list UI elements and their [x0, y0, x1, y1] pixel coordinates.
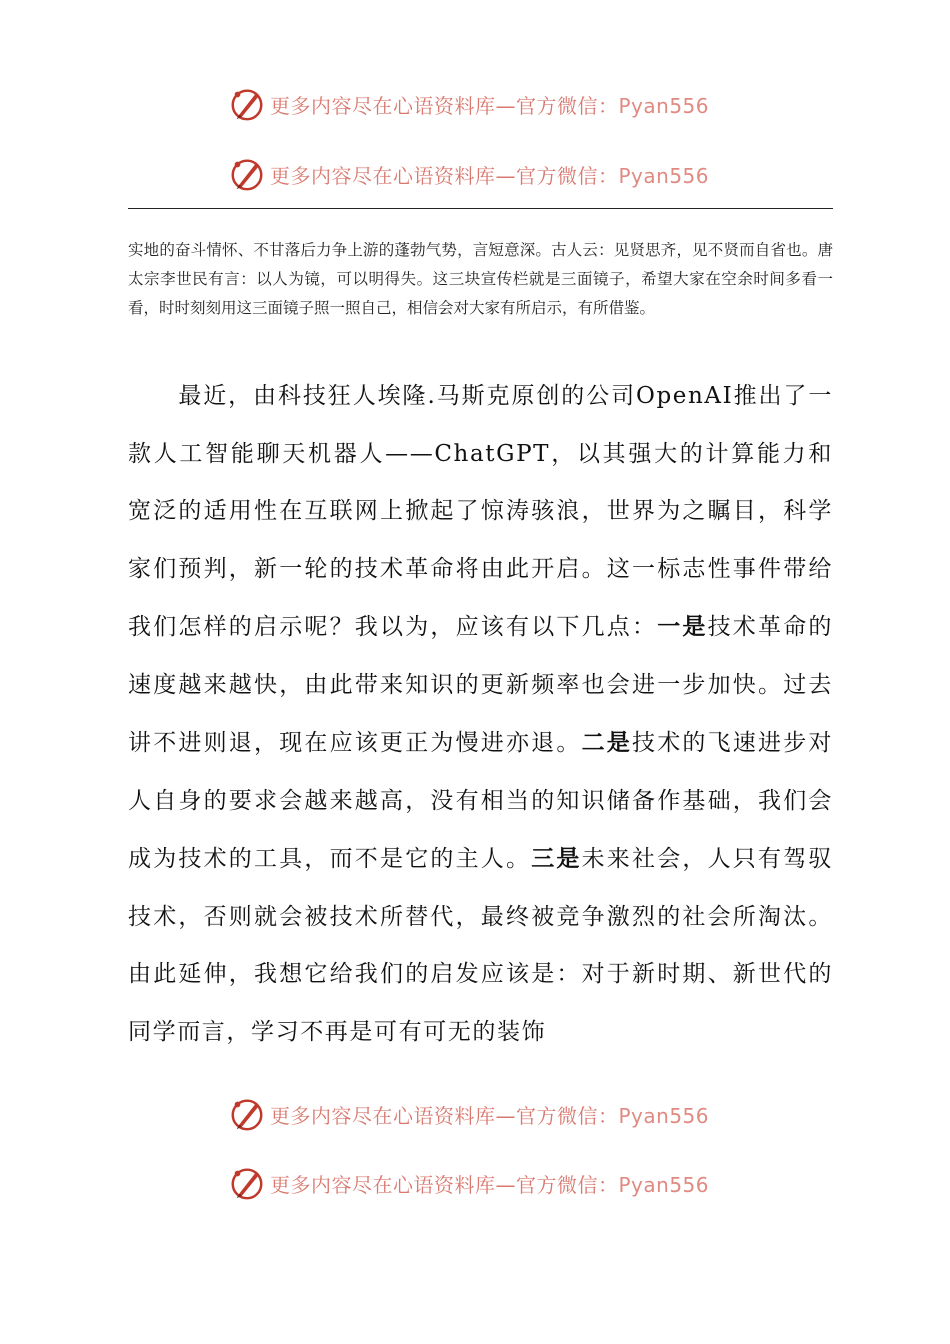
watermark-wechat-label: 官方微信： — [516, 93, 619, 118]
watermark-dash: — — [495, 163, 516, 188]
watermark-dash: — — [495, 1103, 516, 1128]
point3-label: 三是 — [531, 845, 582, 872]
header-divider — [128, 208, 833, 209]
watermark-wechat-label: 官方微信： — [516, 1172, 619, 1197]
watermark-text: 更多内容尽在心语资料库 — [270, 93, 496, 118]
pen-logo-icon — [228, 1095, 266, 1133]
watermark-banner — [228, 154, 709, 194]
watermark-wechat-id: Pyan556 — [618, 1172, 710, 1197]
pen-logo-icon — [228, 155, 266, 193]
watermark-wechat-label: 官方微信： — [516, 1103, 619, 1128]
watermark-dash: — — [495, 93, 516, 118]
watermark-banner — [228, 1094, 709, 1134]
point2-text: 技术的飞速进步对人自身的要求会越来越高，没有相当的知识储备作基础，我们会成为技术的工具，而不是它的主人。 — [128, 730, 833, 872]
watermark-text: 更多内容尽在心语资料库 — [270, 1103, 496, 1128]
main-intro: 最近，由科技狂人埃隆.马斯克原创的公司OpenAI推出了一款人工智能聊天机器人——ChatGPT，以其强大的计算能力和宽泛的适用性在互联网上掀起了惊涛骇浪，世界为之瞩目，科学家们预判，新一轮的技术革命将由此开启。这一标志性事件带给我们怎样的启示呢？我以为，应该有以下几点： — [128, 383, 833, 640]
paragraph-main — [128, 368, 833, 1061]
watermark-banner — [228, 1163, 709, 1203]
point3-text: 未来社会，人只有驾驭技术，否则就会被技术所替代，最终被竞争激烈的社会所淘汰。由此延伸，我想它给我们的启发应该是：对于新时期、新世代的同学而言，学习不再是可有可无的装饰 — [128, 846, 834, 1045]
watermark-dash: — — [495, 1172, 516, 1197]
pen-logo-icon — [228, 1164, 266, 1202]
paragraph-small: 实地的奋斗情怀、不甘落后力争上游的蓬勃气势，言短意深。古人云：见贤思齐，见不贤而自省也。唐太宗李世民有言：以人为镜，可以明得失。这三块宣传栏就是三面镜子，希望大家在空余时间多看一看，时时刻刻用这三面镜子照一照自己，相信会对大家有所启示，有所借鉴。 — [128, 241, 833, 317]
watermark-wechat-label: 官方微信： — [516, 163, 619, 188]
watermark-wechat-id: Pyan556 — [618, 1103, 710, 1128]
point2-label: 二是 — [581, 729, 632, 756]
watermark-text: 更多内容尽在心语资料库 — [270, 163, 496, 188]
point1-label: 一是 — [657, 613, 708, 640]
watermark-text: 更多内容尽在心语资料库 — [270, 1172, 496, 1197]
watermark-banner — [228, 84, 709, 124]
pen-logo-icon — [228, 85, 266, 123]
watermark-wechat-id: Pyan556 — [618, 93, 710, 118]
watermark-wechat-id: Pyan556 — [618, 163, 710, 188]
point1-text: 技术革命的速度越来越快，由此带来知识的更新频率也会进一步加快。过去讲不进则退，现在应该更正为慢进亦退。 — [128, 614, 834, 756]
